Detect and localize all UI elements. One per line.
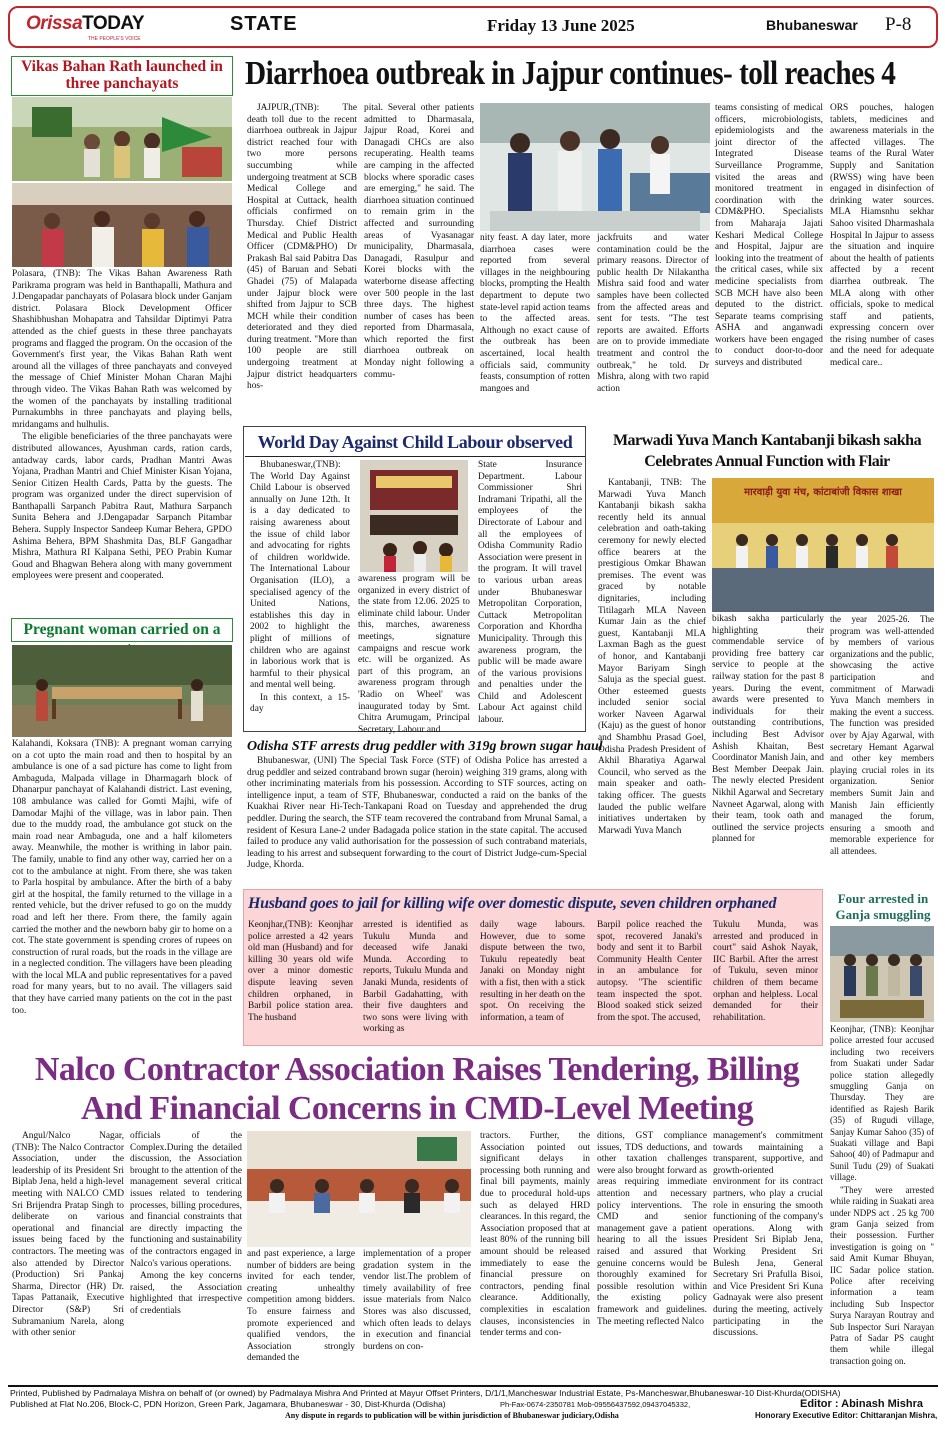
imprint-line-3-row [10,1410,938,1422]
nalco-meeting-photo [247,1131,471,1247]
edition-city: Bhubaneswar [766,17,858,33]
marwadi-stage-photo [712,478,934,612]
husband-col-1 [248,920,353,1025]
marwadi-col-2 [712,614,824,847]
nalco-col-3 [247,1249,355,1366]
nalco-paragraph: management's commitment towards maintaining a transparent, supportive, and growth-oriented environment for its contract partners, who play a crucial role in ensuring the smooth functioning of the company's operations. Along with President Sri Biplab Jena, Working President Sri Bulesh Jena, General Secretary Sri Prafulla Bisoi, and Vice President Sri Kuna Gadnayak were also present during the meeting, actively participating in the discussions. [713,1131,823,1339]
ganja-headline: Four arrested in Ganja smuggling [835,891,931,922]
nalco-headline-line-1: Nalco Contractor Association Raises Tendering, Billing [34,1051,800,1088]
nalco-col-6 [597,1131,707,1329]
nalco-col-4 [363,1249,471,1354]
child-labour-paragraph: In this context, a 15-day [250,692,350,715]
diarrhoea-paragraph: teams consisting of medical officers, microbiologists, epidemiologists and the joint director of the Integrated Disease Surveillance Programme, visited the areas and monitored treatment in coordination with the CDM&PHO. Specialists from Maharaja Jajati Keshari Medical College and Hospital, Jajpur are looking into the treatment of the critical cases, while six medicine specialists from SCB MCH have also been deputed to the district. Separate teams comprising ASHA and anganwadi workers have been engaged to conduct door-to-door surveys and distributed [715,103,823,369]
nalco-paragraph: officials of the Complex.During the detailed discussion, the Association brought to the attention of the management several critical issues related to tendering processes, billing procedures, and financial constraints that are directly impacting the functioning and sustainability of the contractors engaged in Nalco's various operations. [130,1131,242,1269]
husband-paragraph: Keonjhar,(TNB): Keonjhar police arrested a 42 years old man (Husband) and for killing 30 years old wife over a minor domestic dispute leaving seven children orphaned, in Barbil police station area. The husband [248,920,353,1023]
radio-on-wheel-photo [360,460,468,572]
nalco-col-5 [480,1131,590,1341]
diarrhoea-col-4 [597,233,709,396]
odisha-stf-article-body [247,756,587,873]
ganja-arrest-photo [830,926,934,1022]
logo-word-today: TODAY [82,13,145,34]
child-labour-headline: World Day Against Child Labour observed [257,432,573,452]
nalco-paragraph: and past experience, a large number of bidders are being invited for each tender, creating unhealthy competition among bidders. To ensure fairness and promote experienced and qualified vendors, the Association strongly demanded the [247,1249,355,1364]
husband-paragraph: Barpil police reached the spot, recovered Janaki's body and sent it to Barbil Community Health Center in an ambulance for autopsy. "The scientific team inspected the spot. Blood soaked stick seized from the spot. The accused, [597,920,702,1023]
child-labour-paragraph: awareness program will be organized in every district of the state from 12.06. 2025 to eliminate child labour. Under this, marches, awareness meetings, signature campaigns and rescue work etc. will be organized. As part of this program, an awareness program through 'Radio on Wheel' was inaugurated today by Smt. Chitra Arumugam, Principal Secretary, Labour and [358,574,470,735]
imprint-phone: Ph-Fax-0674-2350781 Mob-09556437592,09437045332, [500,1400,691,1409]
ganja-article-body [830,1024,934,1368]
vikas-rath-photo-2 [12,183,232,267]
diarrhoea-paragraph: JAJPUR,(TNB): The death toll due to the recent diarrhoea outbreak in Jajpur district reached four with two more persons succumbing while undergoing treatment at SCB Medical College and Hospital at Cuttack, health officials confirmed on Thursday. Chief District Medical and Public Health Officer (CDM&PHO) Dr Prakash Bal said Pabitra Das (45) of Baruan and Sebati Ghadei (75) of Malapada under Jajpur block were shifted from Jajpur to SCB MCH while their condition deteriorated and they died during treatment. "More than 100 people are still undergoing treatment at Jajpur district headquarters hos- [247,103,357,392]
nalco-paragraph: ditions, GST compliance issues, TDS deductions, and other taxation challenges were also brought forward as areas requiring immediate attention and necessary policy interventions. The CMD and senior management gave a patient hearing to all the issues raised and assured that genuine concerns would be thoroughly examined for possible resolution within the existing policy framework and guidelines. The meeting reflected Nalco [597,1131,707,1327]
imprint-line-2-row [10,1399,935,1410]
nalco-headline [12,1050,822,1128]
logo-word-orissa: Orissa [26,13,83,34]
marwadi-headline-line-2: Celebrates Annual Function with Flair [644,453,890,470]
diarrhoea-col-5 [715,103,823,371]
diarrhoea-headline: Diarrhoea outbreak in Jajpur continues- toll reaches 4 [245,55,896,92]
imprint-exec-editor: Honorary Executive Editor: Chittaranjan Mishra, [755,1411,938,1420]
child-labour-col-3 [478,460,582,728]
vikas-rath-photo-1 [12,97,232,181]
marwadi-headline-line-1: Marwadi Yuva Manch Kantabanji bikash sakha [612,432,922,449]
page-number: P-8 [885,14,912,35]
husband-col-4 [597,920,702,1025]
marwadi-col-3 [830,614,934,858]
diarrhoea-col-3 [480,233,590,396]
imprint-footer [10,1388,938,1422]
pregnant-article-body [12,739,232,1018]
husband-paragraph: Tukulu Munda, was arrested and produced in court" said Ashok Nayak, IIC Barbil. After the arrest of Tukulu, seven minor children of them became orphan and helpless. Local demanded for their rehabilitation. [713,920,818,1023]
child-labour-paragraph: State Insurance Department. Labour Commissioner Shri Indramani Tripathi, all the employees of the Directorate of Labour and all the employees of Odisha Community Radio Association were present in the program. It will travel to various urban areas under Bhubaneswar Metropolitan Corporation, Cuttack Metropolitan Corporation and Khordha Municipality. Through this awareness program, the public will be made aware of the various provisions and penalties under the Child and Adolescent Labour Act against child labour. [478,460,582,726]
diarrhoea-paragraph: ORS pouches, halogen tablets, medicines and awareness materials in the affected villages. The teams of the Rural Water Supply and Sanitation (RWSS) wing have been engaged in disinfection of drinking water sources. MLA Hiamsnhu sekhar Sahoo visited Dharmashala Hospital In Jajpur to assess the situation and inquire about the health of patients affected by a recent diarrhea outbreak. The MLA along with other officials, spoke to medical staff and patients, expressing concern over the rising number of cases and the need for adequate medical care.. [830,103,934,369]
marwadi-paragraph: bikash sakha particularly highlighting their commendable service of providing free battery car service to people at the railway station for the past 8 years. During the event, awards were presented to individuals for their outstanding contributions, including Best Advisor Ashish Khaitan, Best Coordinator Manish Jain, and Best Member Deepak Jain. The newly elected President Nikhil Agarwal and Secretary Navneet Agarwal, along with their team, took oath and outlined the service projects planned for [712,614,824,845]
odisha-stf-headline: Odisha STF arrests drug peddler with 319g brown sugar haul [247,739,603,754]
nalco-col-2 [130,1131,242,1319]
logo-tagline: THE PEOPLE'S VOICE [88,36,141,42]
vikas-headline: Vikas Bahan Rath launched in three panchayats [21,58,223,92]
husband-paragraph: arrested is identified as Tukulu Munda and deceased wife Janaki Munda. According to reports, Tukulu Munda and Janaki Munda, residents of Barbil Gadahatting, with their five daughters and two sons were living with working as [363,920,468,1035]
newspaper-logo[interactable] [26,13,144,35]
nalco-col-1 [12,1131,124,1341]
diarrhoea-col-6 [830,103,934,371]
marwadi-paragraph: the year 2025-26. The program was well-attended by members of various organizations and the public, showcasing the active participation and commitment of Marwadi Yuva Manch members in making the event a success. The function was presided over by Ajay Agarwal, with secretary Hemant Agarwal and other key members playing crucial roles in its organization. Senior members Sumit Jain and Manish Jain efficiently managed the forum, ensuring a smooth and memorable experience for all attendees. [830,614,934,856]
hospital-ward-photo [480,103,710,231]
child-labour-paragraph: Bhubaneswar,(TNB): The World Day Against Child Labour is observed annually on June 12th. It is a day dedicated to raising awareness about the issue of child labor and advocating for rights of children worldwide. The International Labour Organisation (ILO), a specialised agency of the United Nations, establishes this day in 2002 to highlight the plight of millions of children who are against in laborious work that is harmful to their physical and mental well being. [250,460,350,691]
nalco-col-7 [713,1131,823,1341]
imprint-line-2: Published at Flat No.206, Block-C, PDN Horizon, Green Park, Jagamara, Bhubaneswar - 30, Dist-Khurda (Odisha) [10,1399,446,1409]
husband-col-5 [713,920,818,1025]
marwadi-paragraph: Kantabanji, TNB: The Marwadi Yuva Manch Kantabanji bikash sakha recently held its annual celebration and oath-taking ceremony for newly elected office bearers at the prestigious Omkar Bhawan premises. The event was graced by notable dignitaries, including Titilagarh MLA Naveen Kumar Jain as the chief guest, Kantabanji MLA Laxman Bagh as the guest of honor, and Kantabanji Mayor Bariyam Singh Saluja as the special guest. Other esteemed guests included senior social worker Naveen Agarwal (Kaju) as the guest of honor and Shambhu Prasad Goel, Odisha Pradesh President of Akhil Bharatiya Agarwal Council, who served as the main speaker and oath-taking officer. The guests lauded the public welfare initiatives undertaken by Marwadi Yuva Manch [598,478,706,836]
section-name: STATE [230,13,298,35]
nalco-headline-line-2: And Financial Concerns in CMD-Level Meeting [80,1090,754,1127]
child-labour-col-1 [250,460,350,717]
ganja-paragraph: "They were arrested while raiding in Suakati area under NDPS act . 25 kg 700 gram Ganja seized from their possession. Further investigation is going on " said Amit Kumar Bhuyan, IIC Sadar police station. Police after receiving information a team including Sub Inspector Surya Narayan Routray and Sub Inspector Suri Narayan Patra of Sadar PS caught them while illegal transaction going on. [830,1184,934,1366]
diarrhoea-paragraph: pital. Several other patients admitted to Dharmasala, Jajpur Road, Korei and Danagadi CHCs are also recuperating. Health teams are camping in the affected blocks where sporadic cases are emerging," he said. The diarrhoea situation continued to remain grim in the affected and surrounding areas of Vyasanagar municipality, Dharmasala, Danagadi, Rasulpur and Korei blocks with the waterborne disease affecting over 500 people in the last three days. The highest number of cases has been reported from Dharmasala, which reported the first diarrhoea outbreak on Monday night following a commu- [364,103,474,380]
child-labour-rule [245,456,585,457]
nalco-paragraph: Among the key concerns raised, the Association highlighted that irrespective of credentials [130,1271,242,1316]
marwadi-headline [598,430,936,472]
husband-col-2 [363,920,468,1037]
issue-date: Friday 13 June 2025 [487,16,635,35]
vikas-paragraph: Polasara, (TNB): The Vikas Bahan Awareness Rath Parikrama program was held in Banthapalli, Mathura and J.Dengapadar panchayats of Polasara block under Ganjam district. Polasara Block Development Officer Shashibhushan Mohapatra and Tahsildar Diptimyi Patra attended as the chief guests in these three panchayats programs and flagged the program. On the occasion of the Government's first year, the Vikas Bahan Rath went around all the villages of three panchayats and conveyed the message of Chief Minister Mohan Charan Majhi through video. The Vikas Bahan Rath was welcomed by the women of the panchayats by installing traditional Purnakumbhs in three panchayats and playing bells, mridangams and hulhulis. [12,269,232,430]
marwadi-col-1 [598,478,706,838]
nalco-paragraph: tractors. Further, the Association pointed out significant delays in processing both running and final bill payments, mainly due to procedural hold-ups such as delayed HRD clearances. In this regard, the Association proposed that at least 80% of the running bill amount should be released immediately to ease the financial pressure on contractors, pending final clearance. Additionally, complexities in escalation clauses, inconsistencies in tender terms and con- [480,1131,590,1339]
pregnant-paragraph: Kalahandi, Koksara (TNB): A pregnant woman carrying on a cot upto the main road and then to hospital by an ambulance is one of a sad picture has come to light from Ambaguda, Malpada village in Dharmagarh block of Dhanarpur panchayat of Kalahandi district. Last evening, 108 ambulance was called for Gomti Majhi, wife of Damodar Majhi of the village, was in labor pain. Then due to the muddy road, the ambulance got stuck on the main road near Ambaguda, one and a half kilometers away. Meanwhile, the mother is writhing in labor pain. The family, unable to find any other way, carried her on a cot to the ambulance at night. From there, she was taken to Parla hospital by ambulance. After the birth of a baby girl at the hospital, the family returned to the village in a rented vehicle, but the driver refused to go on the muddy road and left her there. From there, the family again carried the mother and the newborn baby gir to home on a cot. The state government is spending crores of rupees on construction of rural roads, but the roads in the village are in a neglected condition. The villagers have been pleading with the local MLA and public representatives for a paved road for many years, but to no avail. The villagers said that they have carried many patients on the cot in the past too. [12,739,232,1016]
nalco-paragraph: implementation of a proper gradation system in the vendor list.The problem of timely availability of free issue materials from Nalco Stores was also discussed, which often leads to delays in execution and financial burdens on con- [363,1249,471,1352]
pregnant-woman-cot-photo [12,645,232,737]
nalco-paragraph: Angul/Nalco Nagar, (TNB): The Nalco Contractor Association, under the leadership of its President Sri Biplab Jena, held a high-level meeting with NALCO CMD Sri Brijendra Pratap Singh to deliberate on various operational and financial issues being faced by the contractors. The meeting was also attended by Director (Production) Sri Pankaj Sharma, Director (HR) Dr. Tapas Pattanaik, Executive Director (S&P) Sri Subramanium Narela, along with other senior [12,1131,124,1339]
husband-paragraph: daily wage labours. However, due to some dispute between the two, Tukulu repeatedly beat Janaki on Monday night with a fist, then with a stick resulting in her death on the spot. On receiving the information, a team of [480,920,585,1023]
diarrhoea-paragraph: nity feast. A day later, more diarrhoea cases were reported from several villages in the neighbouring blocks, prompting the Health department to depute two state-level rapid action teams to the affected areas. Although no exact cause of the outbreak has been ascertained, local health officials said, community feasts, consumption of rotten mangoes and [480,233,590,394]
imprint-editor: Editor : Abinash Mishra [800,1398,924,1410]
husband-col-3 [480,920,585,1025]
ganja-paragraph: Keonjhar, (TNB): Keonjhar police arrested four accused including two receivers from Suakati under Sadar police station allegedly smuggling Ganja on Thursday. They are identified as Rajesh Barik (35) of Rugudi village, Sanjay Kumar Sahoo (35) of Suakati village and Bapi Sahoo( 40) of Padmapur and Sunil Tudu (29) of Suakati village. [830,1024,934,1183]
husband-headline: Husband goes to jail for killing wife over domestic dispute, seven children orphaned [248,895,777,912]
vikas-article-body [12,269,232,584]
marwadi-banner-text: मारवाड़ी युवा मंच, कांटाबांजी विकास शाखा [744,487,902,498]
child-labour-col-2 [358,574,470,737]
imprint-line-1: Printed, Published by Padmalaya Mishra on behalf of (or owned) by Padmalaya Mishra And Printed at Mayur Offset Printers, D/1/1,Mancheswar Industrial Estate, Ps-Mancheswar,Bhubaneswar-10 Dist-Khurda(ODISHA) [10,1388,841,1398]
imprint-jurisdiction: Any dispute in regards to publication will be within jurisdiction of Bhubaneswar judiciary,Odisha [285,1411,619,1420]
pregnant-headline: Pregnant woman carried on a [23,621,221,638]
diarrhoea-col-2 [364,103,474,382]
footer-rule [8,1385,938,1387]
diarrhoea-paragraph: jackfruits and water contamination could be the primary reasons. Director of public health Dr Nilakantha Mishra said food and water samples have been collected from the affected areas and sent for tests. "The test reports are awaited. Efforts are on to provide immediate treatment and control the outbreak," he told. Dr Mishra, along with two rapid action [597,233,709,394]
vikas-paragraph: The eligible beneficiaries of the three panchayats were distributed allowances, Ayushman cards, ration cards, antadway cards, labor cards, Pradhan Mantri Awas Yojana, Pradhan Mantri and Chief Minister Kisan Yojana, Senior Citizen Health Cards, Patta by the guests. The program was organized under the direct supervision of Banthapalli Sarpanch Pabitra Raut, Mathura Sarpanch Sunita Behera and J.Dengapadar Sarpanch Pitambar Behera. Supply Inspector Sandeep Kumar Behera, GPDO Ashima Behera, BPM Shashmita Das, BLF Gangadhar Mishra, Mathura RI Kalpana Sethi, PEO Prabin Kumar Goud and Bhagwan Behera along with many government employees were present and cooperated. [12,432,232,582]
diarrhoea-col-1 [247,103,357,394]
odisha-stf-paragraph: Bhubaneswar, (UNI) The Special Task Force (STF) of Odisha Police has arrested a drug peddler and seized contraband brown sugar (heroin) weighing 319 grams, along with other incriminating materials from his possession. According to STF sources, acting on intelligence input, a team of STF, Bhubaneswar, conducted a raid on the banks of the Kuakhai River near Hi-Tech-Tankapani Road on Tuesday and apprehended the drug peddler. During the search, the STF team recovered the contraband from Mrunal Samal, a resident of Kesura Lane-2 under Badagada police station in the state capital. The accused failed to produce any valid authorisation for the possession of such contraband materials, leading to his arrest and subsequent forwarding to the court of District Judge-cum-Special Judge, Khorda. [247,756,587,871]
